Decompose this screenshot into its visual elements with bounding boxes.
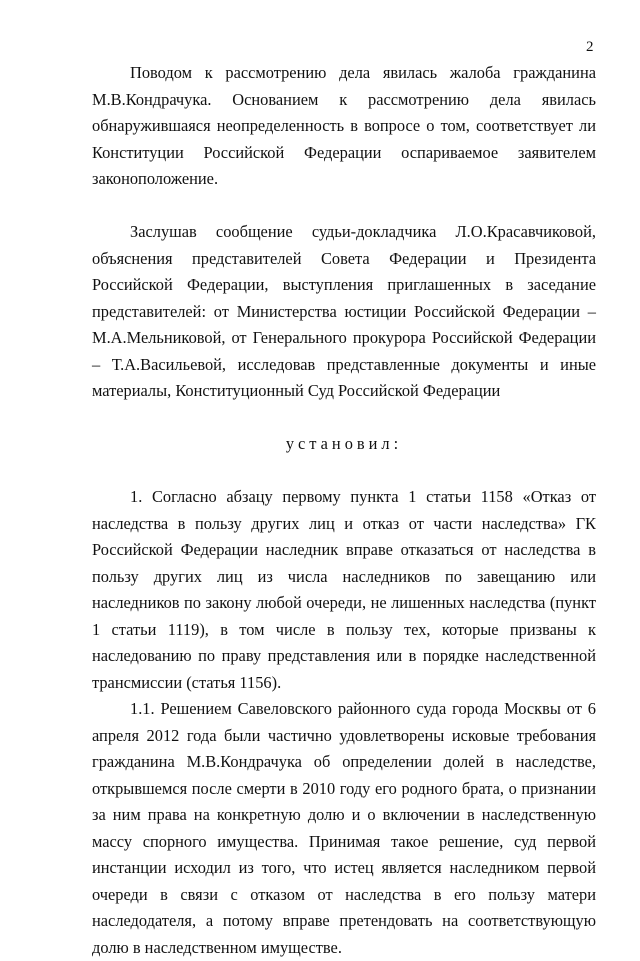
paragraph-complaint-basis: Поводом к рассмотрению дела явилась жалоба гражданина М.В.Кондрачука. Основанием к рассмотрению дела явилась обнаружившаяся неопределенность в вопросе о том, соответствует ли Конституции Российской Федерации оспариваемое заявителем законоположение. xyxy=(92,63,596,188)
document-body xyxy=(92,60,596,961)
page-number: 2 xyxy=(586,39,594,55)
paragraph-hearing: Заслушав сообщение судьи-докладчика Л.О.Красавчиковой, объяснения представителей Совета Федерации и Президента Российской Федерации, выступления приглашенных в заседание представителей: от Министерства юстиции Российской Федерации – М.А.Мельниковой, от Генерального прокурора Российской Федерации – Т.А.Васильевой, исследовав представленные документы и иные материалы, Конституционный Суд Российской Федерации xyxy=(92,222,596,400)
paragraph-article-1158: 1. Согласно абзацу первому пункта 1 статьи 1158 «Отказ от наследства в пользу других лиц и отказ от части наследства» ГК Российской Федерации наследник вправе отказаться от наследства в пользу других лиц из числа наследников по завещанию или наследников по закону любой очереди, не лишенных наследства (пункт 1 статьи 1119), в том числе в пользу тех, которые призваны к наследованию по праву представления или в порядке наследственной трансмиссии (статья 1156). xyxy=(92,487,596,692)
paragraph-court-decision: 1.1. Решением Савеловского районного суда города Москвы от 6 апреля 2012 года были частично удовлетворены исковые требования гражданина М.В.Кондрачука об определении долей в наследстве, открывшемся после смерти в 2010 году его родного брата, о признании за ним права на конкретную долю и о включении в наследственную массу спорного имущества. Принимая такое решение, суд первой инстанции исходил из того, что истец является наследником первой очереди в связи с отказом от наследства в его пользу матери наследодателя, а потому вправе претендовать на соответствующую долю в наследственном имуществе. xyxy=(92,699,596,957)
section-heading-established: установил: xyxy=(285,434,403,453)
